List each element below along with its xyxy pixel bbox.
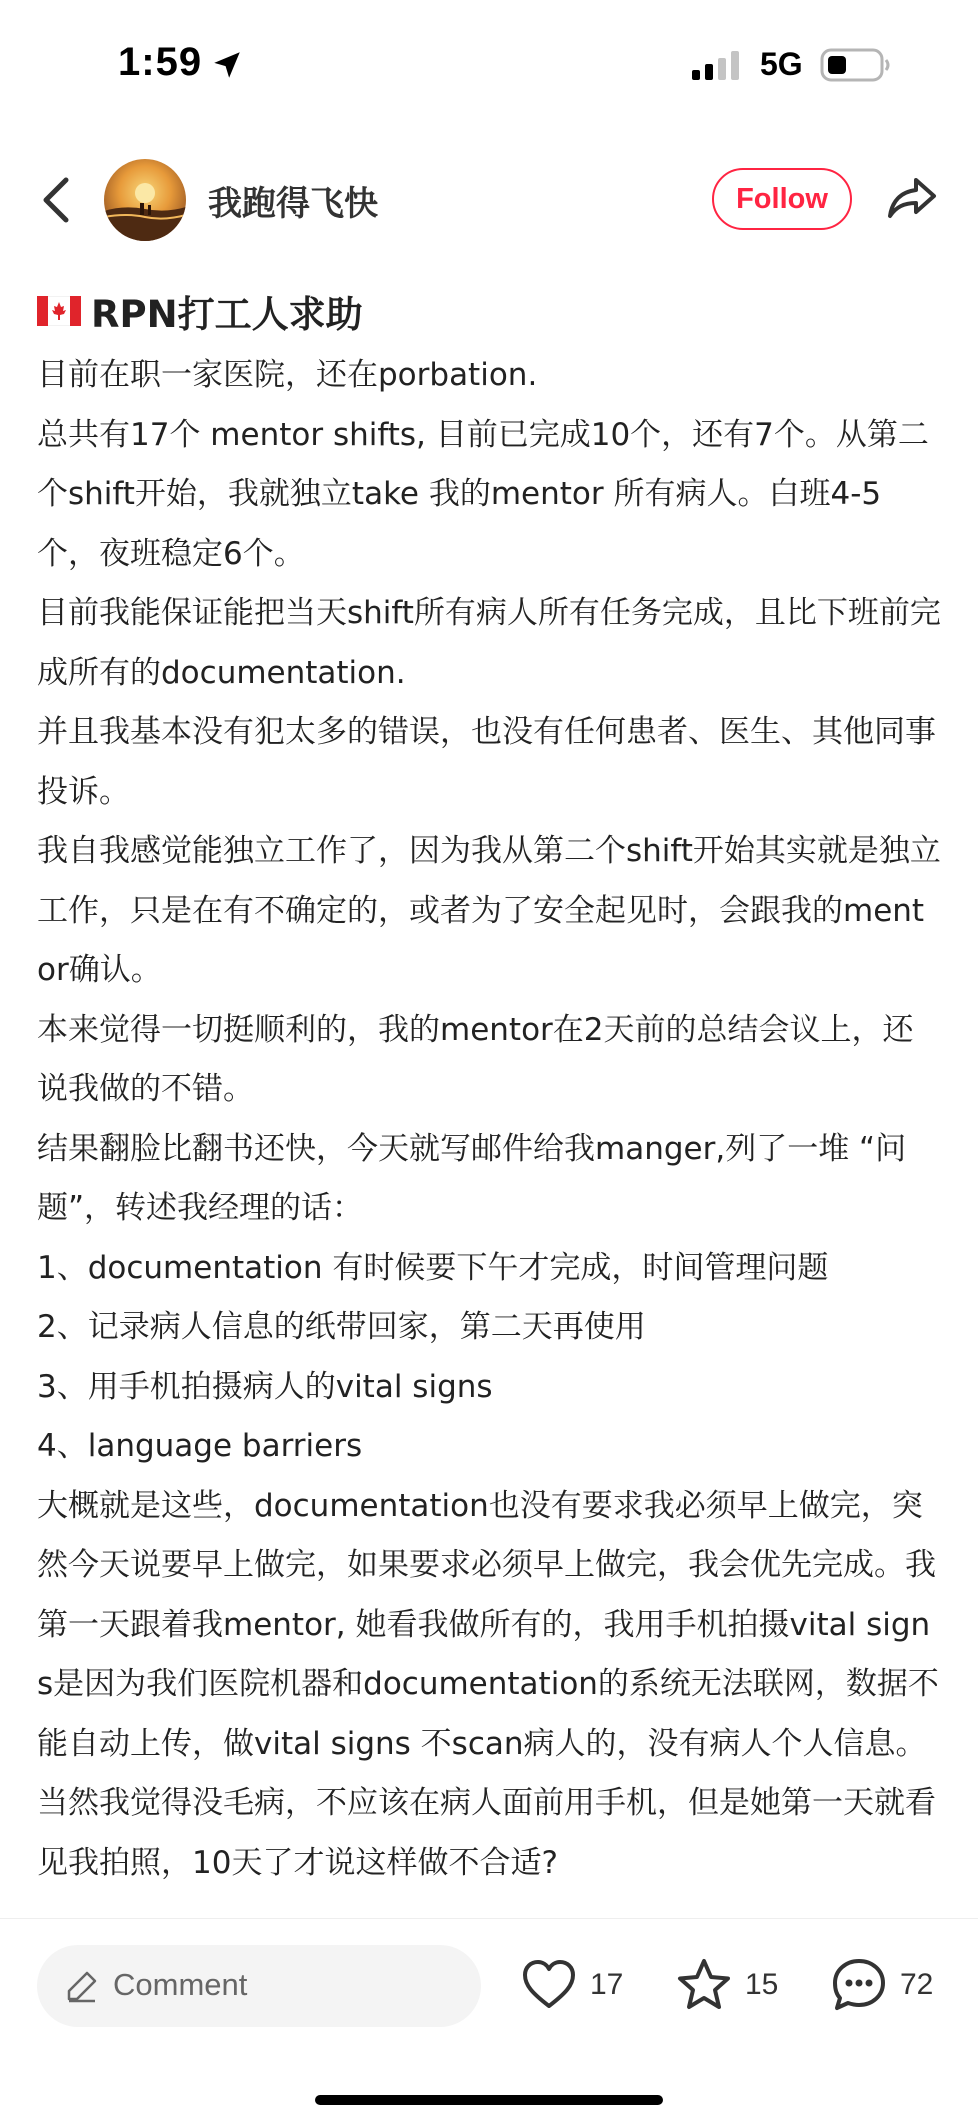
like-button[interactable] (520, 1953, 623, 2017)
status-time: 1:59 (118, 40, 203, 84)
battery-low-icon (820, 48, 892, 82)
comment-input[interactable] (37, 1945, 481, 2027)
list-item: 2、记录病人信息的纸带回家，第二天再使用 (37, 1309, 646, 1345)
canada-flag-icon (37, 296, 81, 326)
status-bar (0, 0, 978, 130)
paragraph: 大概就是这些，documentation也没有要求我必须早上做完，突然今天说要早上做完，如果要求必须早上做完，我会优先完成。我第一天跟着我mentor, 她看我做所有的，我用手机拍摄vital signs是因为我们医院机器和documentation的系统无法联网，数据不能自动上传，做vital signs 不scan病人的，没有病人个人信息。当然我觉得没毛病，不应该在病人面前用手机，但是她第一天就看见我拍照，10天了才说这样做不合适? (37, 1487, 939, 1881)
cellular-signal-icon (690, 50, 742, 82)
star-icon (675, 1956, 733, 2014)
favorite-button[interactable] (675, 1953, 778, 2017)
paragraph: 我自我感觉能独立工作了，因为我从第二个shift开始其实就是独立工作，只是在有不确定的，或者为了安全起见时，会跟我的mentor确认。 (37, 833, 941, 988)
location-arrow-icon (210, 48, 244, 82)
heart-icon (520, 1956, 578, 2014)
comment-placeholder: Comment (113, 1967, 248, 2002)
post-title (37, 278, 942, 344)
share-arrow-icon[interactable] (884, 170, 940, 226)
home-indicator (315, 2095, 663, 2105)
post-title-text: RPN打工人求助 (91, 293, 363, 336)
post-content (37, 278, 942, 1918)
favorite-count: 15 (745, 1968, 779, 2001)
post-header (0, 150, 978, 250)
post-body (37, 346, 942, 1893)
network-type: 5G (760, 46, 803, 82)
paragraph: 结果翻脸比翻书还快，今天就写邮件给我manger,列了一堆 “问题”，转述我经理的话： (37, 1130, 907, 1226)
author-name[interactable]: 我跑得飞快 (208, 184, 378, 224)
paragraph: 总共有17个 mentor shifts, 目前已完成10个，还有7个。从第二个shift开始，我就独立take 我的mentor 所有病人。白班4-5个，夜班稳定6个。 (37, 416, 929, 572)
bottom-action-bar (0, 1918, 978, 2121)
follow-button[interactable]: Follow (712, 168, 852, 230)
like-count: 17 (590, 1968, 624, 2001)
chat-bubble-icon (830, 1956, 888, 2014)
list-item: 3、用手机拍摄病人的vital signs (37, 1368, 493, 1405)
chevron-left-icon[interactable] (36, 174, 76, 226)
avatar[interactable] (104, 159, 186, 241)
paragraph: 本来觉得一切挺顺利的，我的mentor在2天前的总结会议上，还说我做的不错。 (37, 1011, 914, 1107)
paragraph: 目前在职一家医院，还在porbation. (37, 357, 538, 393)
comment-count: 72 (900, 1968, 934, 2001)
pencil-icon (65, 1969, 99, 2003)
list-item: 1、documentation 有时候要下午才完成，时间管理问题 (37, 1249, 829, 1286)
paragraph: 目前我能保证能把当天shift所有病人所有任务完成，且比下班前完成所有的documentation. (37, 595, 941, 691)
list-item: 4、language barriers (37, 1428, 363, 1464)
comments-button[interactable] (830, 1953, 933, 2017)
paragraph: 并且我基本没有犯太多的错误，也没有任何患者、医生、其他同事投诉。 (37, 714, 936, 810)
